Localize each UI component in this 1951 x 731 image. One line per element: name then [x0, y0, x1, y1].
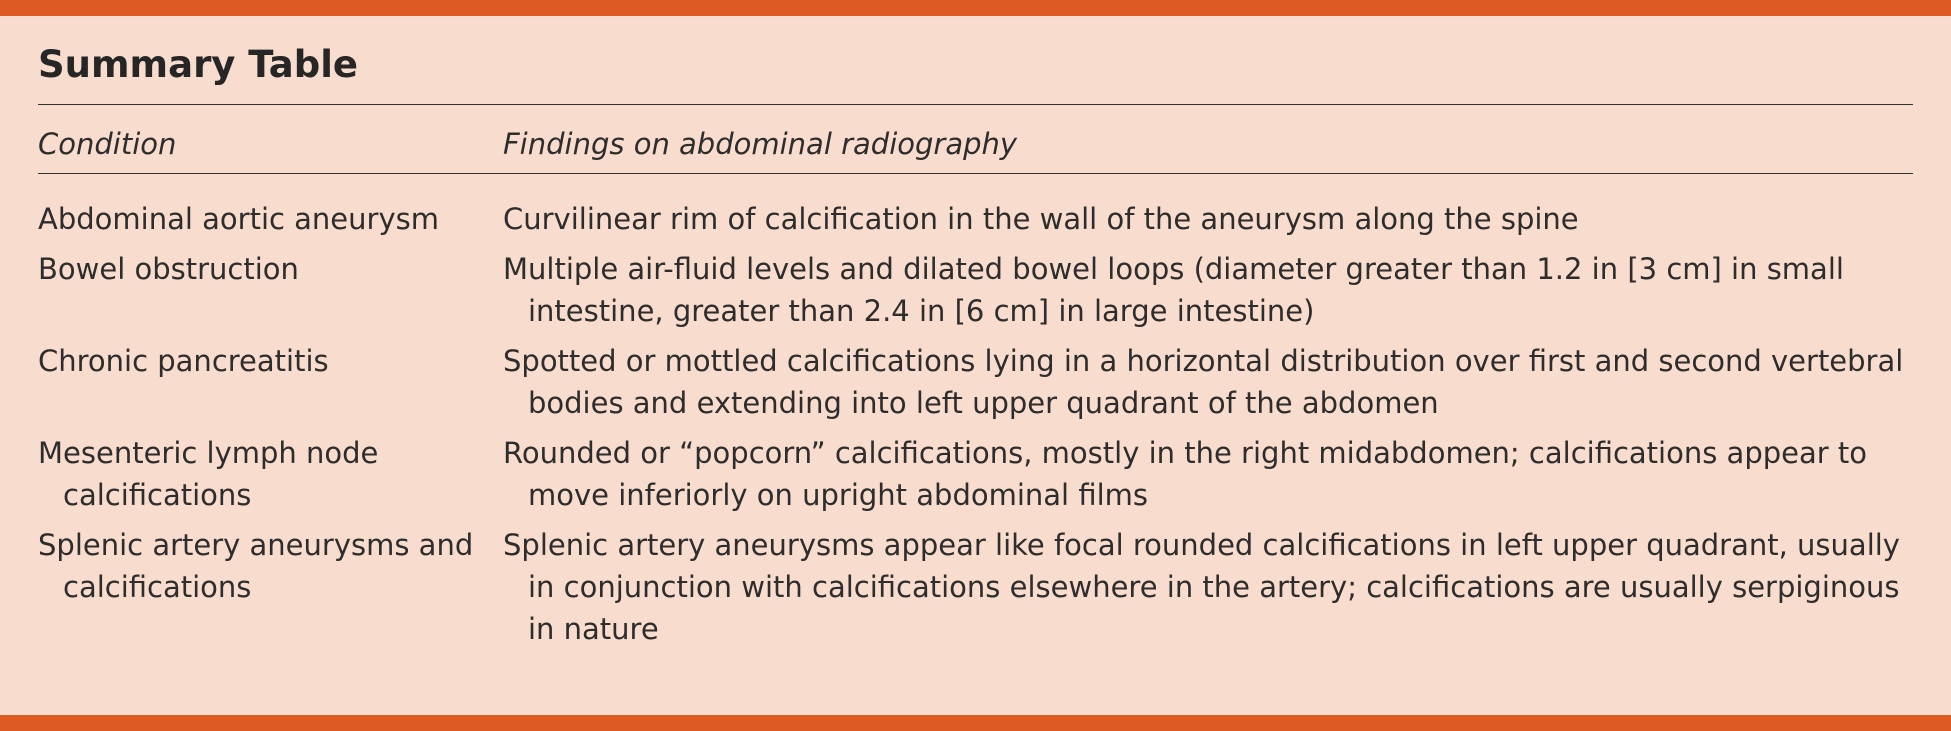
cell-condition	[38, 432, 503, 524]
top-accent-bar	[0, 0, 1951, 16]
table-row	[38, 432, 1913, 524]
cell-condition	[38, 248, 503, 340]
condition-text: Splenic artery aneurysms and calcifications	[38, 528, 474, 604]
page-title: Summary Table	[38, 40, 1913, 105]
column-header-findings: Findings on abdominal radiography	[503, 105, 1913, 174]
cell-condition	[38, 174, 503, 249]
summary-table	[38, 105, 1913, 658]
condition-text: Chronic pancreatitis	[38, 344, 329, 378]
cell-findings	[503, 174, 1913, 249]
table-header-row	[38, 105, 1913, 174]
cell-findings	[503, 340, 1913, 432]
column-header-condition: Condition	[38, 105, 503, 174]
bottom-accent-bar	[0, 715, 1951, 731]
findings-text: Spotted or mottled calcifications lying in a horizontal distribution over first and second vertebral bodies and extending into left upper quadrant of the abdomen	[503, 344, 1904, 420]
findings-text: Rounded or “popcorn” calcifications, mostly in the right midabdomen; calcifications appear to move inferiorly on upright abdominal films	[503, 436, 1868, 512]
cell-condition	[38, 524, 503, 658]
findings-text: Curvilinear rim of calcification in the wall of the aneurysm along the spine	[503, 202, 1579, 236]
content	[38, 40, 1913, 658]
table-row	[38, 524, 1913, 658]
cell-condition	[38, 340, 503, 432]
findings-text: Multiple air-fluid levels and dilated bowel loops (diameter greater than 1.2 in [3 cm] in small intestine, greater than 2.4 in [6 cm] in large intestine)	[503, 252, 1844, 328]
cell-findings	[503, 524, 1913, 658]
table-row	[38, 248, 1913, 340]
cell-findings	[503, 432, 1913, 524]
table-row	[38, 340, 1913, 432]
findings-text: Splenic artery aneurysms appear like focal rounded calcifications in left upper quadrant, usually in conjunction with calcifications elsewhere in the artery; calcifications are usually serpiginous in nature	[503, 528, 1900, 646]
condition-text: Mesenteric lymph node calcifications	[38, 436, 379, 512]
table-row	[38, 174, 1913, 249]
condition-text: Abdominal aortic aneurysm	[38, 202, 439, 236]
condition-text: Bowel obstruction	[38, 252, 299, 286]
cell-findings	[503, 248, 1913, 340]
